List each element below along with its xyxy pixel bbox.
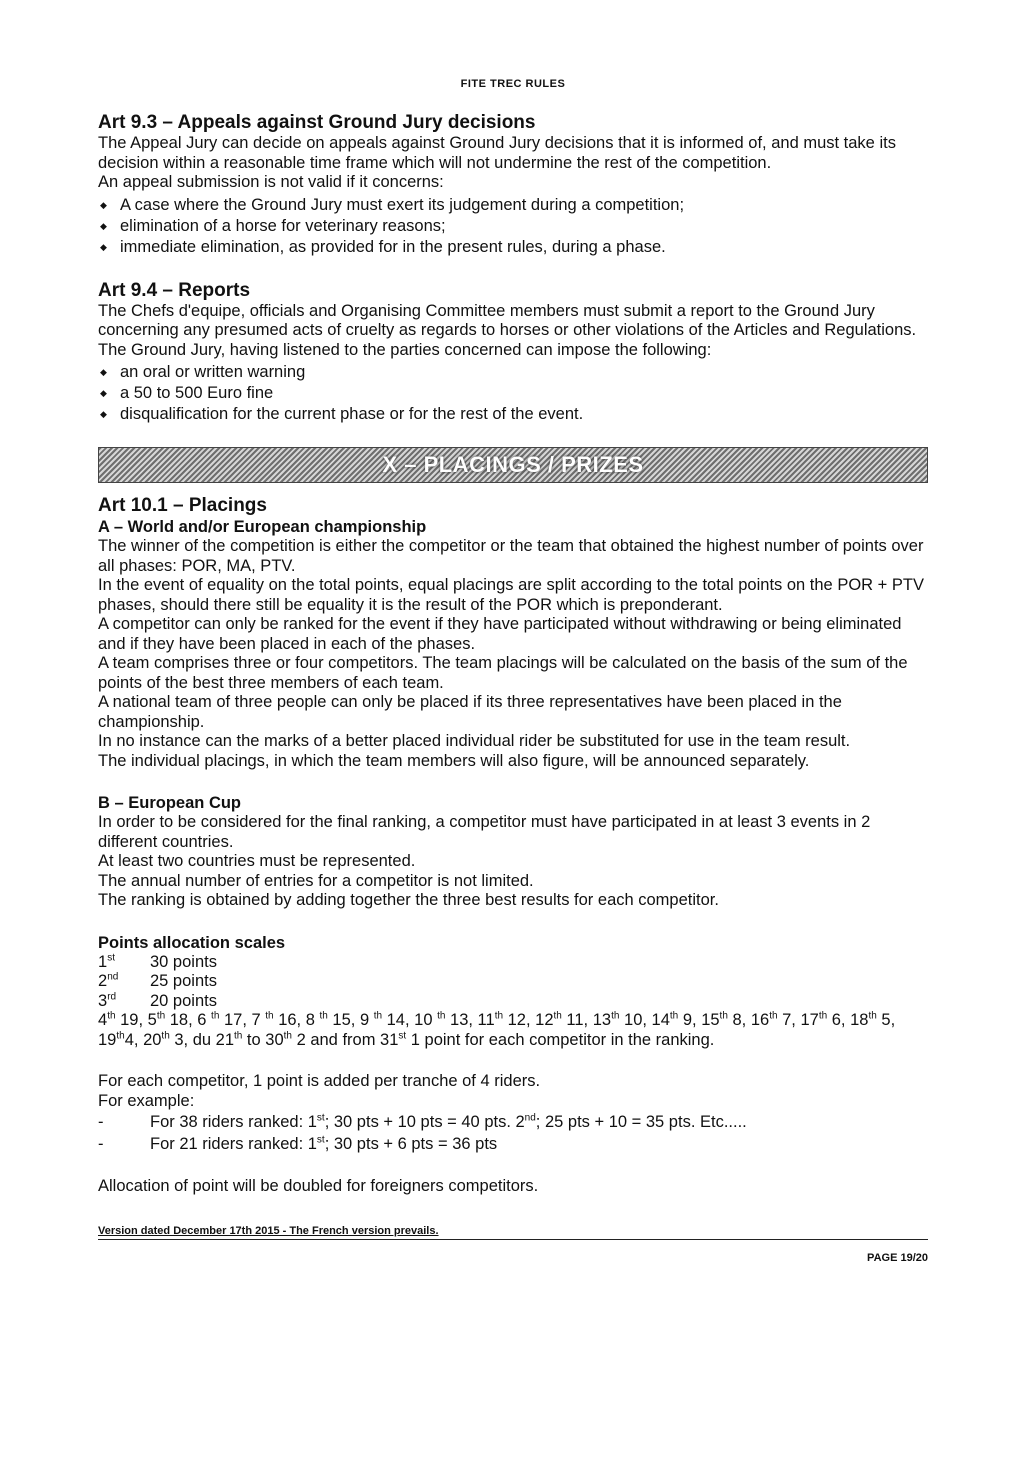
rank-suffix: th (234, 1030, 243, 1041)
rank-points: 5, (876, 1011, 896, 1029)
subsection-a-paragraph: The individual placings, in which the team members will also figure, will be announced separately. (98, 751, 810, 770)
rank-number: 1 (98, 952, 108, 971)
document-page (98, 78, 928, 1264)
rank-suffix: rd (107, 991, 117, 1002)
rank-points: 8, (727, 1011, 751, 1029)
rank-points: 2 and from (291, 1030, 381, 1049)
rank-number: 11 (477, 1011, 495, 1029)
rank-number: 6 (197, 1011, 212, 1029)
rank-points: 18, (165, 1011, 198, 1029)
subsection-b-paragraph: The ranking is obtained by adding together the three best results for each competitor. (98, 891, 719, 909)
art-9-3-bullet-list (98, 195, 928, 258)
running-head: FITE TREC RULES (460, 78, 566, 90)
rank-points: 3, du (169, 1030, 216, 1049)
bullet-item: ◆ a 50 to 500 Euro fine (98, 383, 928, 404)
rank-suffix: th (161, 1030, 170, 1041)
subsection-a-paragraph: A competitor can only be ranked for the event if they have participated without withdrawing or being eliminated and if they have been placed in each of the phases. (98, 615, 902, 653)
version-footer: Version dated December 17th 2015 - The French version prevails. (98, 1225, 928, 1240)
art-9-3-paragraph: An appeal submission is not valid if it concerns: (98, 173, 444, 191)
tranche-paragraph: For each competitor, 1 point is added per tranche of 4 riders. (98, 1072, 541, 1090)
remaining-ranks-paragraph (98, 1011, 928, 1050)
rank-points: 6, (827, 1011, 851, 1029)
subsection-a-paragraph: A national team of three people can only be placed if its three representatives have been placed in the championship. (98, 693, 842, 731)
art-9-3-title: Art 9.3 – Appeals against Ground Jury decisions (98, 112, 536, 133)
subsection-a-paragraph: A team comprises three or four competitors. The team placings will be calculated on the basis of the sum of the points of the best three members of each team. (98, 654, 908, 692)
rank-suffix: th (156, 1010, 166, 1022)
rank-number: 4 (98, 1011, 108, 1029)
rank-suffix: th (437, 1010, 446, 1022)
rank-number: 15 (701, 1011, 720, 1029)
scale-row (98, 972, 928, 992)
subsection-b-title: B – European Cup (98, 794, 242, 812)
rank-number: 31 (380, 1030, 399, 1049)
rank-points: 7, (777, 1011, 801, 1029)
scale-row (98, 953, 928, 973)
example-list (98, 1111, 928, 1155)
rank-number: 16 (750, 1011, 770, 1029)
subsection-a-title: A – World and/or European championship (98, 518, 427, 536)
rank-number: 21 (215, 1030, 234, 1049)
rank-points: 13, (445, 1011, 478, 1029)
points-allocation (98, 933, 928, 1197)
rank-suffix: th (116, 1030, 125, 1041)
rank-points: 25 points (150, 972, 217, 990)
rank-number: 2 (98, 972, 108, 990)
subsection-a-body (98, 537, 928, 771)
rank-suffix: th (769, 1010, 778, 1022)
rank-points: 16, (273, 1011, 306, 1029)
rank-points: 19, (115, 1011, 148, 1029)
bullet-item: ◆ elimination of a horse for veterinary reasons; (98, 216, 928, 237)
rank-number: 17 (800, 1011, 819, 1029)
rank-number: 8 (305, 1011, 320, 1029)
subsection-b-body (98, 813, 928, 911)
art-9-3 (98, 112, 928, 258)
rank-suffix: th (818, 1010, 828, 1022)
rank-suffix: th (553, 1010, 562, 1022)
rank-points: 14, (382, 1011, 415, 1029)
rank-suffix: th (494, 1010, 504, 1022)
rank-points: 11, (561, 1011, 593, 1029)
rank-suffix: th (719, 1010, 728, 1022)
art-9-3-paragraph: The Appeal Jury can decide on appeals against Ground Jury decisions that it is informed of, and must take its decision within a reasonable time frame which will not undermine the rest of the competition. (98, 134, 896, 172)
example-label: For example: (98, 1091, 195, 1110)
example-item: - For 21 riders ranked: 1st; 30 pts + 6 pts = 36 pts (98, 1133, 928, 1155)
example-item: - For 38 riders ranked: 1st; 30 pts + 10 pts = 40 pts. 2nd; 25 pts + 10 = 35 pts. Etc..... (98, 1111, 928, 1133)
page-number: PAGE 19/20 (867, 1251, 928, 1264)
art-9-4 (98, 280, 928, 426)
rank-number: 14 (651, 1011, 670, 1029)
rank-suffix: th (265, 1010, 274, 1022)
rank-suffix: th (669, 1010, 679, 1022)
rank-points: 30 points (150, 952, 217, 971)
subsection-b-paragraph: At least two countries must be represented. (98, 852, 416, 870)
rank-suffix: th (868, 1010, 877, 1022)
bullet-item: ◆ disqualification for the current phase or for the rest of the event. (98, 404, 928, 425)
section-banner-title: X – PLACINGS / PRIZES (382, 452, 644, 477)
rank-suffix: st (398, 1030, 407, 1041)
foreigners-note: Allocation of point will be doubled for foreigners competitors. (98, 1177, 539, 1195)
rank-suffix: th (373, 1010, 383, 1022)
rank-suffix: th (107, 1010, 116, 1022)
rank-number: 13 (592, 1011, 612, 1029)
bullet-item: ◆ immediate elimination, as provided for in the present rules, during a phase. (98, 237, 928, 258)
art-9-4-bullet-list (98, 362, 928, 425)
subsection-b-paragraph: The annual number of entries for a competitor is not limited. (98, 871, 534, 890)
bullet-item: ◆ A case where the Ground Jury must exert its judgement during a competition; (98, 195, 928, 216)
subsection-b-paragraph: In order to be considered for the final ranking, a competitor must have participated in at least 3 events in 2 different countries. (98, 813, 871, 851)
art-9-4-paragraph: The Chefs d'equipe, officials and Organising Committee members must submit a report to the Ground Jury concerning any presumed acts of cruelty as regards to horses or other violations of the Articles and Regulations. (98, 301, 917, 339)
rank-number: 20 (143, 1030, 162, 1049)
subsection-a-paragraph: The winner of the competition is either the competitor or the team that obtained the highest number of points over all phases: POR, MA, PTV. (98, 537, 924, 575)
rank-points: 20 points (150, 991, 217, 1010)
art-9-4-title: Art 9.4 – Reports (98, 279, 251, 301)
rank-points: to (242, 1030, 266, 1049)
rank-points: 12, (503, 1011, 536, 1029)
rank-suffix: st (107, 952, 115, 963)
art-10-1 (98, 495, 928, 911)
section-banner (98, 447, 928, 483)
rank-number: 5 (147, 1011, 157, 1029)
rank-number: 7 (251, 1011, 266, 1029)
rank-number: 12 (535, 1011, 554, 1029)
bullet-item: ◆ an oral or written warning (98, 362, 928, 383)
rank-suffix: th (611, 1010, 620, 1022)
scale-row (98, 992, 928, 1012)
rank-points: 17, (219, 1011, 252, 1029)
rank-number: 3 (98, 991, 108, 1010)
rank-suffix: th (211, 1010, 220, 1022)
rank-points: 1 point for each competitor in the ranking. (406, 1030, 715, 1049)
points-allocation-title: Points allocation scales (98, 933, 286, 952)
art-10-1-title: Art 10.1 – Placings (98, 495, 267, 516)
rank-number: 30 (265, 1030, 284, 1049)
rank-points: 15, (327, 1011, 360, 1029)
rank-number: 9 (359, 1011, 374, 1029)
rank-suffix: th (283, 1030, 292, 1041)
rank-number: 19 (98, 1030, 117, 1049)
subsection-a-paragraph: In no instance can the marks of a better placed individual rider be substituted for use in the team result. (98, 732, 851, 750)
rank-points: 10, (619, 1011, 652, 1029)
rank-points: 4, (124, 1030, 144, 1049)
rank-number: 18 (850, 1011, 869, 1029)
art-9-4-paragraph: The Ground Jury, having listened to the parties concerned can impose the following: (98, 340, 712, 359)
subsection-a-paragraph: In the event of equality on the total points, equal placings are split according to the total points on the POR + PTV phases, should there still be equality it is the result of the POR which is preponderant. (98, 576, 924, 614)
rank-suffix: nd (107, 971, 119, 983)
rank-number: 10 (414, 1011, 438, 1029)
rank-points: 9, (678, 1011, 702, 1029)
rank-suffix: th (319, 1010, 328, 1022)
